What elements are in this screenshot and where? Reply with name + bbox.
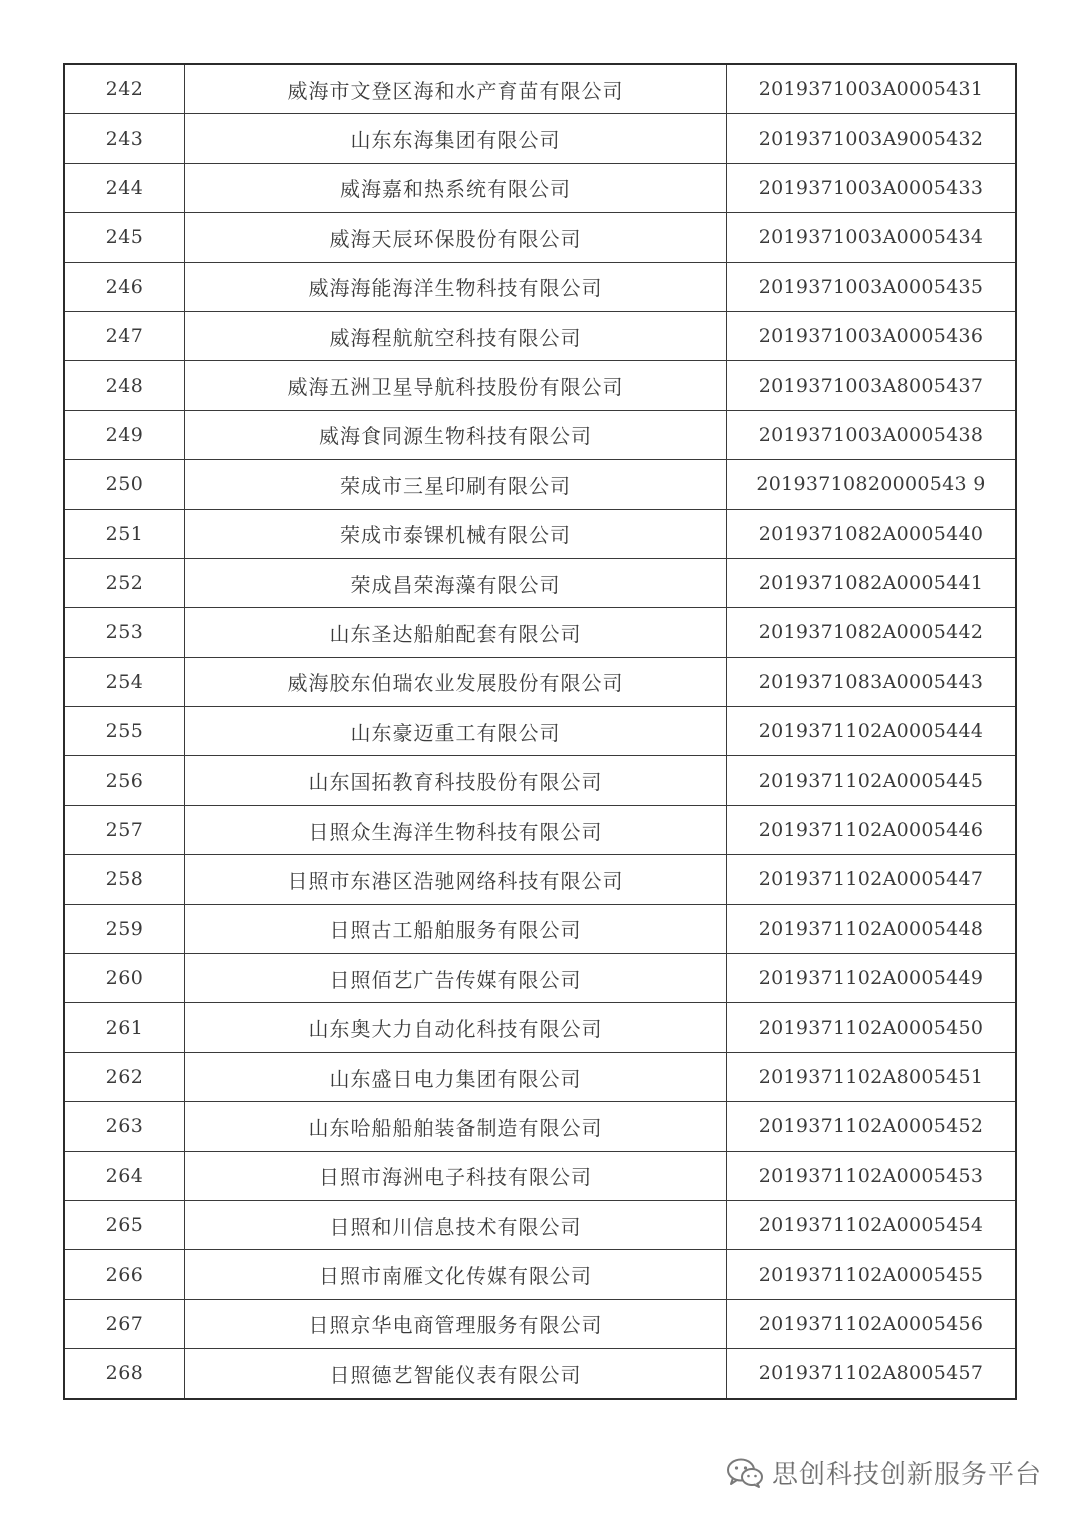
registration-code: 2019371102A0005447: [727, 855, 1017, 904]
company-name: 威海嘉和热系统有限公司: [185, 163, 727, 212]
registration-code: 2019371102A0005449: [727, 954, 1017, 1003]
row-number: 255: [64, 707, 185, 756]
table-row: [64, 311, 1016, 360]
company-name: 威海海能海洋生物科技有限公司: [185, 262, 727, 311]
table-row: [64, 509, 1016, 558]
table-row: [64, 114, 1016, 163]
row-number: 243: [64, 114, 185, 163]
company-name: 日照和川信息技术有限公司: [185, 1200, 727, 1249]
table-row: [64, 805, 1016, 854]
table-row: [64, 1102, 1016, 1151]
row-number: 259: [64, 904, 185, 953]
company-name: 威海食同源生物科技有限公司: [185, 410, 727, 459]
registration-code: 20193710820000543 9: [727, 460, 1017, 509]
table-row: [64, 262, 1016, 311]
table-row: [64, 904, 1016, 953]
table-row: [64, 1151, 1016, 1200]
table-row: [64, 163, 1016, 212]
table-row: [64, 1299, 1016, 1348]
company-name: 威海五洲卫星导航科技股份有限公司: [185, 361, 727, 410]
registration-code: 2019371102A0005445: [727, 756, 1017, 805]
registration-code: 2019371102A0005448: [727, 904, 1017, 953]
table-row: [64, 558, 1016, 607]
row-number: 257: [64, 805, 185, 854]
registration-code: 2019371003A0005434: [727, 213, 1017, 262]
row-number: 244: [64, 163, 185, 212]
company-name: 日照市海洲电子科技有限公司: [185, 1151, 727, 1200]
company-name: 威海天辰环保股份有限公司: [185, 213, 727, 262]
row-number: 242: [64, 64, 185, 114]
registration-code: 2019371102A0005455: [727, 1250, 1017, 1299]
table-row: [64, 64, 1016, 114]
registration-code: 2019371003A0005433: [727, 163, 1017, 212]
row-number: 247: [64, 311, 185, 360]
registration-code: 2019371003A0005431: [727, 64, 1017, 114]
table-row: [64, 954, 1016, 1003]
registration-code: 2019371003A0005436: [727, 311, 1017, 360]
table-body: [64, 64, 1016, 1399]
table-row: [64, 707, 1016, 756]
company-name: 山东豪迈重工有限公司: [185, 707, 727, 756]
row-number: 256: [64, 756, 185, 805]
company-registry-table: [63, 63, 1017, 1400]
company-name: 山东东海集团有限公司: [185, 114, 727, 163]
table-row: [64, 1250, 1016, 1299]
registration-code: 2019371003A9005432: [727, 114, 1017, 163]
table-row: [64, 1003, 1016, 1052]
company-name: 荣成昌荣海藻有限公司: [185, 558, 727, 607]
company-name: 日照古工船舶服务有限公司: [185, 904, 727, 953]
registration-code: 2019371083A0005443: [727, 657, 1017, 706]
company-name: 日照德艺智能仪表有限公司: [185, 1349, 727, 1399]
row-number: 262: [64, 1052, 185, 1101]
table-row: [64, 756, 1016, 805]
row-number: 249: [64, 410, 185, 459]
registration-code: 2019371102A0005446: [727, 805, 1017, 854]
row-number: 252: [64, 558, 185, 607]
company-name: 荣成市泰锞机械有限公司: [185, 509, 727, 558]
registration-code: 2019371082A0005442: [727, 608, 1017, 657]
company-name: 威海胶东伯瑞农业发展股份有限公司: [185, 657, 727, 706]
table-row: [64, 657, 1016, 706]
registration-code: 2019371102A0005450: [727, 1003, 1017, 1052]
registration-code: 2019371102A0005456: [727, 1299, 1017, 1348]
row-number: 263: [64, 1102, 185, 1151]
row-number: 251: [64, 509, 185, 558]
company-name: 山东奥大力自动化科技有限公司: [185, 1003, 727, 1052]
registration-code: 2019371003A0005435: [727, 262, 1017, 311]
registration-code: 2019371102A8005457: [727, 1349, 1017, 1399]
registration-code: 2019371082A0005440: [727, 509, 1017, 558]
table-row: [64, 855, 1016, 904]
table-row: [64, 361, 1016, 410]
row-number: 267: [64, 1299, 185, 1348]
row-number: 258: [64, 855, 185, 904]
row-number: 264: [64, 1151, 185, 1200]
company-name: 山东哈船船舶装备制造有限公司: [185, 1102, 727, 1151]
wechat-icon: [726, 1457, 764, 1489]
registration-code: 2019371102A0005452: [727, 1102, 1017, 1151]
watermark-text: 思创科技创新服务平台: [771, 1460, 1042, 1490]
company-name: 日照佰艺广告传媒有限公司: [185, 954, 727, 1003]
company-name: 日照众生海洋生物科技有限公司: [185, 805, 727, 854]
row-number: 245: [64, 213, 185, 262]
row-number: 253: [64, 608, 185, 657]
company-name: 威海市文登区海和水产育苗有限公司: [185, 64, 727, 114]
table-row: [64, 1052, 1016, 1101]
registration-code: 2019371102A8005451: [727, 1052, 1017, 1101]
table-row: [64, 1349, 1016, 1399]
row-number: 268: [64, 1349, 185, 1399]
company-name: 山东圣达船舶配套有限公司: [185, 608, 727, 657]
company-name: 日照市东港区浩驰网络科技有限公司: [185, 855, 727, 904]
table-row: [64, 460, 1016, 509]
table-row: [64, 410, 1016, 459]
row-number: 265: [64, 1200, 185, 1249]
registration-code: 2019371102A0005454: [727, 1200, 1017, 1249]
registration-code: 2019371082A0005441: [727, 558, 1017, 607]
company-name: 山东盛日电力集团有限公司: [185, 1052, 727, 1101]
watermark: [726, 1454, 1042, 1491]
row-number: 261: [64, 1003, 185, 1052]
table-row: [64, 608, 1016, 657]
company-name: 日照京华电商管理服务有限公司: [185, 1299, 727, 1348]
row-number: 248: [64, 361, 185, 410]
registration-code: 2019371102A0005453: [727, 1151, 1017, 1200]
table-row: [64, 213, 1016, 262]
table-row: [64, 1200, 1016, 1249]
company-name: 荣成市三星印刷有限公司: [185, 460, 727, 509]
registration-code: 2019371102A0005444: [727, 707, 1017, 756]
registration-code: 2019371003A8005437: [727, 361, 1017, 410]
registration-code: 2019371003A0005438: [727, 410, 1017, 459]
company-name: 山东国拓教育科技股份有限公司: [185, 756, 727, 805]
company-name: 威海程航航空科技有限公司: [185, 311, 727, 360]
company-name: 日照市南雁文化传媒有限公司: [185, 1250, 727, 1299]
row-number: 250: [64, 460, 185, 509]
row-number: 246: [64, 262, 185, 311]
row-number: 260: [64, 954, 185, 1003]
row-number: 254: [64, 657, 185, 706]
row-number: 266: [64, 1250, 185, 1299]
